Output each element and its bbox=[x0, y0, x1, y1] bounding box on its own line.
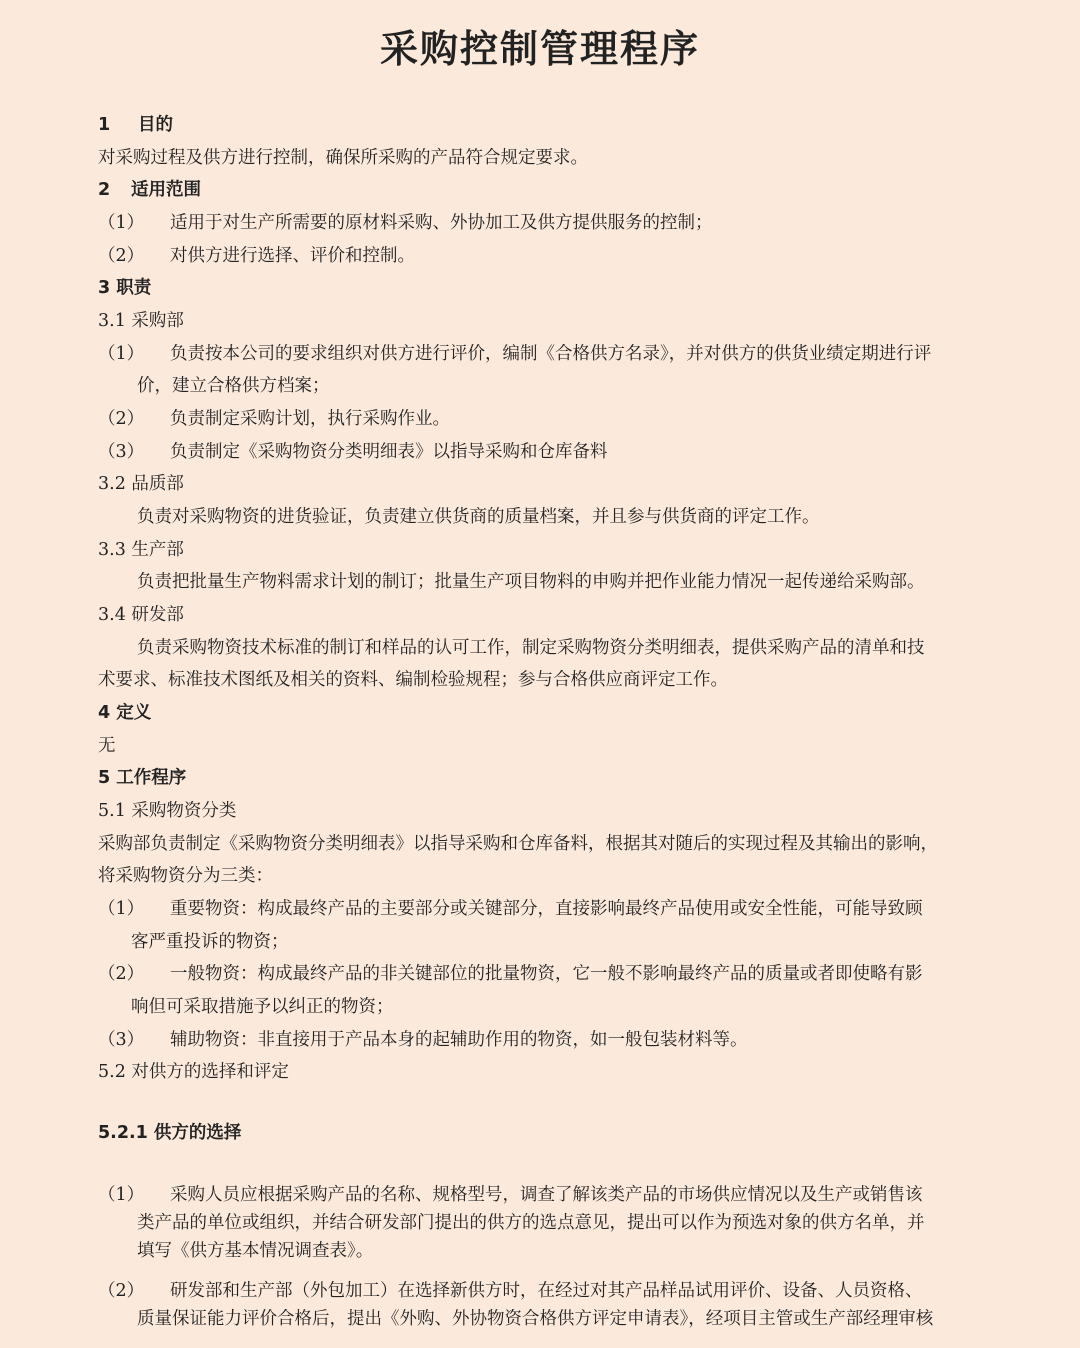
list-item: （3） 负责制定《采购物资分类明细表》以指导采购和仓库备料 bbox=[98, 442, 608, 462]
subsection-heading: 5.1 采购物资分类 bbox=[98, 801, 237, 821]
paragraph: 负责把批量生产物料需求计划的制订；批量生产项目物料的申购并把作业能力情况一起传递给采购部。 bbox=[137, 572, 925, 592]
section-1-heading: 1 目的 bbox=[98, 115, 173, 135]
list-item-continuation: 响但可采取措施予以纠正的物资； bbox=[131, 997, 394, 1017]
paragraph: 负责对采购物资的进货验证，负责建立供货商的质量档案，并且参与供货商的评定工作。 bbox=[137, 507, 820, 527]
subsection-heading: 3.1 采购部 bbox=[98, 311, 184, 331]
subsection-heading: 3.4 研发部 bbox=[98, 605, 184, 625]
paragraph-continuation: 将采购物资分为三类： bbox=[98, 866, 273, 886]
list-item: （1） 负责按本公司的要求组织对供方进行评价，编制《合格供方名录》，并对供方的供货业绩定期进行评 bbox=[98, 344, 932, 364]
subsection-heading: 3.2 品质部 bbox=[98, 474, 184, 494]
list-item-continuation: 填写《供方基本情况调查表》。 bbox=[137, 1241, 374, 1261]
paragraph: 采购部负责制定《采购物资分类明细表》以指导采购和仓库备料，根据其对随后的实现过程及其输出的影响， bbox=[98, 834, 938, 854]
list-item: （2） 研发部和生产部（外包加工）在选择新供方时，在经过对其产品样品试用评价、设备、人员资格、 bbox=[98, 1281, 923, 1301]
section-1-text: 对采购过程及供方进行控制，确保所采购的产品符合规定要求。 bbox=[98, 148, 588, 168]
document-title: 采购控制管理程序 bbox=[379, 27, 700, 71]
list-item: （3） 辅助物资：非直接用于产品本身的起辅助作用的物资，如一般包装材料等。 bbox=[98, 1030, 748, 1050]
paragraph: 负责采购物资技术标准的制订和样品的认可工作，制定采购物资分类明细表，提供采购产品的清单和技 bbox=[137, 638, 925, 658]
list-item: （2） 负责制定采购计划，执行采购作业。 bbox=[98, 409, 450, 429]
list-item-continuation: 价，建立合格供方档案； bbox=[137, 376, 330, 396]
list-item-continuation: 类产品的单位或组织，并结合研发部门提出的供方的选点意见，提出可以作为预选对象的供方名单，并 bbox=[137, 1213, 925, 1233]
list-item: （2） 对供方进行选择、评价和控制。 bbox=[98, 246, 415, 266]
section-5-heading: 5 工作程序 bbox=[98, 768, 187, 788]
list-item: （1） 适用于对生产所需要的原材料采购、外协加工及供方提供服务的控制； bbox=[98, 213, 713, 233]
section-2-heading: 2 适用范围 bbox=[98, 180, 201, 200]
subsection-heading: 5.2 对供方的选择和评定 bbox=[98, 1062, 289, 1082]
subsection-heading: 3.3 生产部 bbox=[98, 540, 184, 560]
section-3-heading: 3 职责 bbox=[98, 278, 152, 298]
list-item: （1） 采购人员应根据采购产品的名称、规格型号，调查了解该类产品的市场供应情况以及生产或销售该 bbox=[98, 1185, 923, 1205]
list-item-continuation: 质量保证能力评价合格后，提出《外购、外协物资合格供方评定申请表》，经项目主管或生产部经理审核 bbox=[137, 1309, 934, 1329]
paragraph: 无 bbox=[98, 736, 116, 756]
list-item-continuation: 客严重投诉的物资； bbox=[131, 932, 289, 952]
list-item: （1） 重要物资：构成最终产品的主要部分或关键部分，直接影响最终产品使用或安全性能，可能导致顾 bbox=[98, 899, 923, 919]
subsection-heading: 5.2.1 供方的选择 bbox=[98, 1123, 242, 1143]
paragraph-continuation: 术要求、标准技术图纸及相关的资料、编制检验规程；参与合格供应商评定工作。 bbox=[98, 670, 728, 690]
section-4-heading: 4 定义 bbox=[98, 703, 152, 723]
list-item: （2） 一般物资：构成最终产品的非关键部位的批量物资，它一般不影响最终产品的质量或者即使略有影 bbox=[98, 964, 923, 984]
